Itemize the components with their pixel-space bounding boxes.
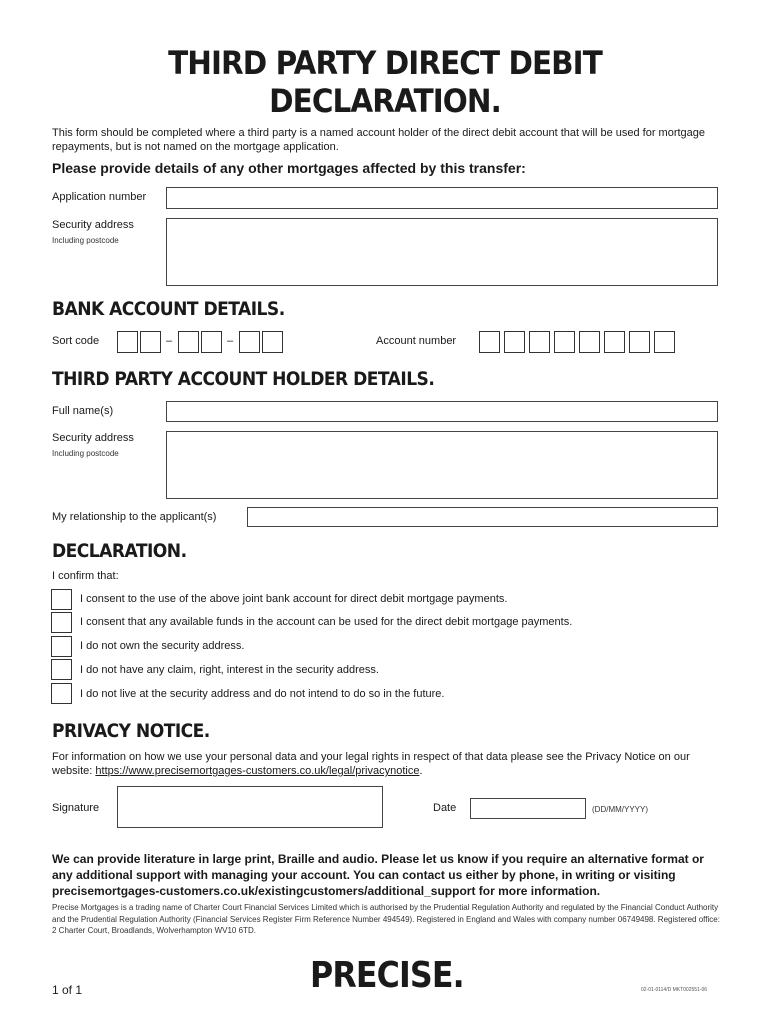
sort-code-digit[interactable]: [117, 331, 138, 353]
privacy-link[interactable]: https://www.precisemortgages-customers.co.uk/legal/privacynotice: [95, 765, 420, 777]
full-name-label: Full name(s): [52, 405, 114, 417]
declaration-item: I consent that any available funds in the account can be used for the direct debit mortgage payments.: [80, 616, 573, 628]
signature-input[interactable]: [117, 786, 383, 828]
declaration-heading: DECLARATION.: [52, 540, 187, 562]
signature-label: Signature: [52, 802, 100, 814]
sort-code-digit[interactable]: [140, 331, 161, 353]
account-number-digit[interactable]: [554, 331, 575, 353]
declaration-item: I consent to the use of the above joint bank account for direct debit mortgage payments.: [80, 593, 508, 605]
date-input[interactable]: [470, 798, 586, 819]
account-number-digit[interactable]: [604, 331, 625, 353]
legal-text: Precise Mortgages is a trading name of Charter Court Financial Services Limited which is authorised by the Prudential Regulation Authority and regulated by the Financial Conduct Authority and the Prudential Regulation Authority (Financial Services Register Firm Reference Number 494549). Registered in England and Wales with company number 06749498. Registered office: 2 Charter Court, Broadlands, Wolverhampton WV10 6TD.: [52, 903, 720, 935]
intro-text: This form should be completed where a third party is a named account holder of the direct debit account that will be used for mortgage repayments, but is not named on the mortgage application.: [52, 127, 706, 153]
accessibility-notice: We can provide literature in large print, Braille and audio. Please let us know if you require an alternative format or any additional support with managing your account. You can contact us either by phone, in writing or visiting precisemortgages-customers.co.uk/existingcustomers/additional_support for more information.: [52, 852, 704, 898]
privacy-heading: PRIVACY NOTICE.: [52, 720, 210, 742]
account-number-input[interactable]: [479, 331, 679, 353]
account-number-digit[interactable]: [579, 331, 600, 353]
document-reference: 02-01-0114/D MKT002551-06: [641, 987, 708, 993]
page-number: 1 of 1: [52, 983, 83, 997]
security-address-input[interactable]: [166, 218, 718, 286]
bank-account-heading: BANK ACCOUNT DETAILS.: [52, 298, 285, 320]
sort-code-digit[interactable]: [239, 331, 260, 353]
date-format-hint: (DD/MM/YYYY): [592, 805, 648, 814]
full-name-input[interactable]: [166, 401, 718, 422]
date-label: Date: [433, 802, 457, 814]
sort-code-dash: –: [166, 335, 173, 347]
sort-code-digit[interactable]: [201, 331, 222, 353]
application-number-input[interactable]: [166, 187, 718, 209]
account-number-digit[interactable]: [629, 331, 650, 353]
declaration-item: I do not live at the security address and do not intend to do so in the future.: [80, 688, 445, 700]
declaration-item: I do not own the security address.: [80, 640, 245, 652]
account-number-digit[interactable]: [504, 331, 525, 353]
account-number-digit[interactable]: [654, 331, 675, 353]
sort-code-dash: –: [227, 335, 234, 347]
title-line-2: DECLARATION.: [269, 82, 501, 120]
relationship-label: My relationship to the applicant(s): [52, 511, 217, 523]
account-holder-heading: THIRD PARTY ACCOUNT HOLDER DETAILS.: [52, 368, 435, 390]
declaration-checkbox[interactable]: [51, 612, 72, 633]
page-title: [31, 44, 739, 120]
precise-logo: PRECISE.: [310, 955, 464, 996]
sort-code-label: Sort code: [52, 335, 100, 347]
sort-code-digit[interactable]: [178, 331, 199, 353]
declaration-confirm: I confirm that:: [52, 570, 119, 582]
declaration-checkbox[interactable]: [51, 636, 72, 657]
privacy-end: .: [419, 765, 423, 777]
account-number-label: Account number: [376, 335, 457, 347]
security-address-label: Security address: [52, 219, 134, 231]
security-address-hint: Including postcode: [52, 236, 119, 245]
sort-code-input[interactable]: [117, 331, 287, 353]
relationship-input[interactable]: [247, 507, 718, 527]
mortgages-heading: Please provide details of any other mortgages affected by this transfer:: [52, 160, 526, 176]
account-number-digit[interactable]: [479, 331, 500, 353]
declaration-checkbox[interactable]: [51, 659, 72, 680]
sort-code-digit[interactable]: [262, 331, 283, 353]
privacy-text: [52, 750, 712, 778]
declaration-checkbox[interactable]: [51, 683, 72, 704]
declaration-item: I do not have any claim, right, interest in the security address.: [80, 664, 379, 676]
privacy-body: For information on how we use your personal data and your legal rights in respect of that data please see the Privacy Notice on our website:: [52, 751, 690, 777]
holder-security-address-label: Security address: [52, 432, 134, 444]
holder-security-address-input[interactable]: [166, 431, 718, 499]
declaration-checkbox[interactable]: [51, 589, 72, 610]
holder-security-address-hint: Including postcode: [52, 449, 119, 458]
account-number-digit[interactable]: [529, 331, 550, 353]
title-line-1: THIRD PARTY DIRECT DEBIT: [168, 44, 602, 82]
application-number-label: Application number: [52, 191, 147, 203]
